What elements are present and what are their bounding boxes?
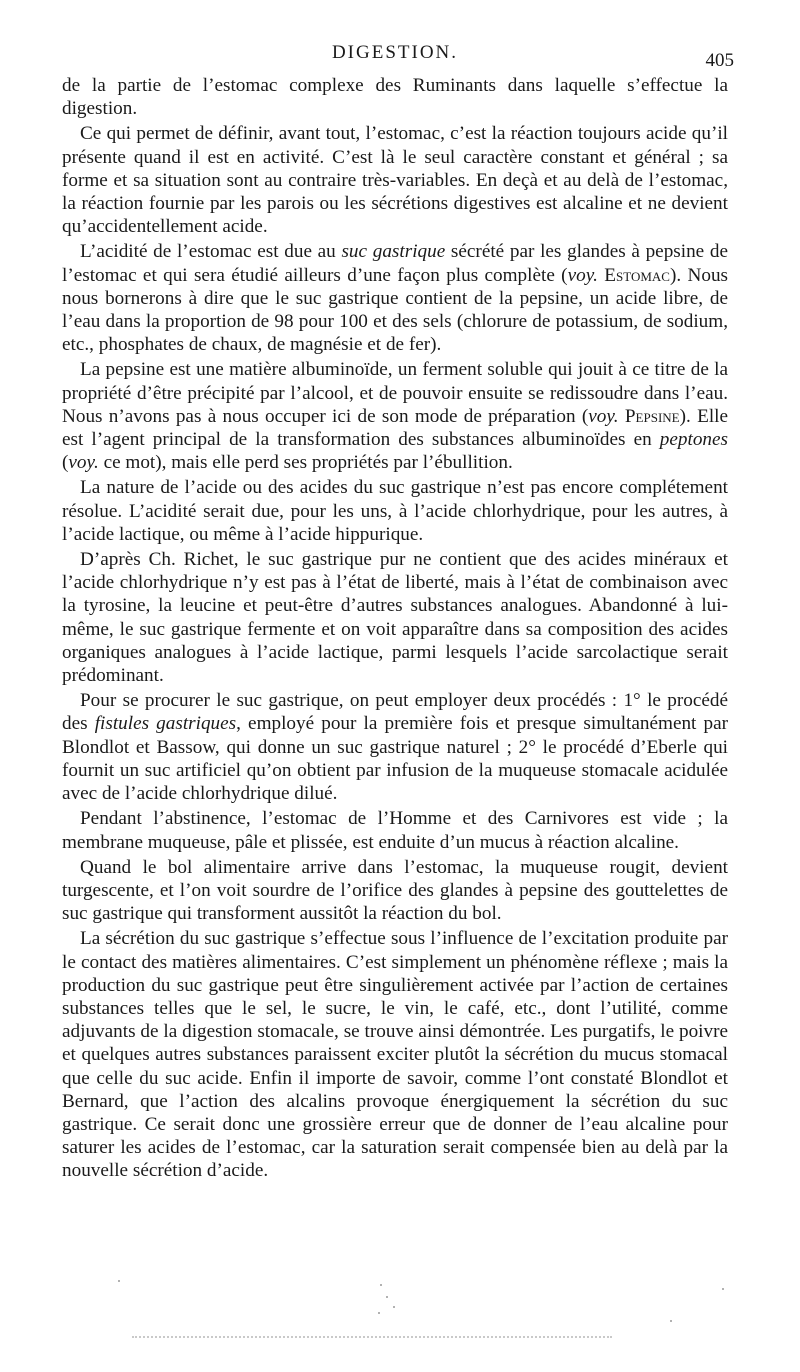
paragraph bbox=[62, 927, 728, 1182]
paragraph-text: Pour se procurer le suc gastrique, on peut employer deux procédés : 1° le procédé des bbox=[62, 690, 728, 735]
body-text bbox=[62, 74, 728, 1185]
paragraph bbox=[62, 689, 728, 805]
paragraph-text: ce mot), mais elle perd ses propriétés par l’ébullition. bbox=[98, 452, 513, 474]
paragraph bbox=[62, 548, 728, 687]
paragraph-text: de la partie de l’estomac complexe des Ruminants dans laquelle s’effectue la digestion. bbox=[62, 75, 728, 120]
bottom-print-marks bbox=[110, 1262, 730, 1352]
speck bbox=[378, 1312, 380, 1314]
paragraph bbox=[62, 240, 728, 356]
running-title: DIGESTION. bbox=[331, 42, 459, 63]
smallcaps-text: Pepsine bbox=[624, 405, 680, 427]
speck bbox=[393, 1306, 395, 1308]
italic-text: peptones bbox=[659, 429, 728, 451]
speck bbox=[118, 1280, 120, 1282]
paragraph-text: Quand le bol alimentaire arrive dans l’estomac, la muqueuse rougit, devient turgescente, et l’on voit sourdre de l’orifice des glandes à pepsine des gouttelettes de suc gastrique qui transforment aussitôt la réaction du bol. bbox=[62, 856, 728, 925]
speck bbox=[386, 1296, 388, 1298]
paragraph-text: , employé pour la première fois et presque simultanément par Blondlot et Bassow, qui donne un suc gastrique naturel ; 2° le procédé d’Eberle qui fournit un suc artificiel qu’on obtient par infusion de la muqueuse stomacale acidulée avec de l’acide chlorhydrique dilué. bbox=[62, 713, 728, 805]
italic-text: voy. bbox=[68, 452, 99, 474]
paragraph-text: Pendant l’abstinence, l’estomac de l’Homme et des Carnivores est vide ; la membrane muqueuse, pâle et plissée, est enduite d’un mucus à réaction alcaline. bbox=[62, 808, 728, 853]
paragraph-text: D’après Ch. Richet, le suc gastrique pur ne contient que des acides minéraux et l’acide chlorhydrique n’y est pas à l’état de liberté, mais à l’état de combinaison avec la tyrosine, la leucine et peut-être d’autres substances analogues. Abandonné à lui-même, le suc gastrique fermente et on voit apparaître dans sa composition des acides organiques analogues à l’acide lactique, parmi lesquels l’acide sarcolactique serait prédominant. bbox=[62, 549, 728, 687]
paragraph bbox=[62, 807, 728, 853]
paragraph-text: La sécrétion du suc gastrique s’effectue sous l’influence de l’excitation produite par le contact des matières alimentaires. C’est simplement un phénomène réflexe ; mais la production du suc gastrique peut être singulièrement activée par l’action de certaines substances telles que le sel, le sucre, le vin, le café, etc., dont l’utilité, comme adjuvants de la digestion stomacale, se trouve ainsi démontrée. Les purgatifs, le poivre et quelques autres substances paraissent exciter plutôt la sécrétion du mucus stomacal que celle du suc acide. Enfin il importe de savoir, comme l’ont constaté Blondlot et Bernard, que l’action des alcalins provoque énergiquement la sécrétion du suc gastrique. Ce serait donc une grossière erreur que de donner de l’eau alcaline pour saturer les acides de l’estomac, car la saturation serait compensée bien au delà par la nouvelle sécrétion d’acide. bbox=[62, 928, 728, 1182]
paragraph-text: La nature de l’acide ou des acides du suc gastrique n’est pas encore complétement résolue. L’acidité serait due, pour les uns, à l’acide chlorhydrique, pour les autres, à l’acide lactique, ou même à l’acide hippurique. bbox=[62, 477, 728, 545]
paragraph bbox=[62, 122, 728, 238]
paragraph bbox=[62, 358, 728, 474]
paragraph bbox=[62, 856, 728, 926]
paragraph-text: ). Elle est l’agent principal de la transformation des substances albuminoïdes en bbox=[62, 405, 728, 451]
speck bbox=[670, 1320, 672, 1322]
paragraph-text: ( bbox=[62, 452, 69, 474]
page-header bbox=[62, 38, 734, 71]
italic-text: voy. bbox=[588, 405, 619, 427]
italic-text: suc gastrique bbox=[341, 241, 446, 263]
speck bbox=[722, 1288, 724, 1290]
paragraph-text: sécrété par les glandes à pepsine de l’estomac et qui sera étudié ailleurs d’une façon plus complète ( bbox=[62, 241, 728, 286]
smallcaps-text: Estomac bbox=[604, 264, 670, 286]
bottom-dotted-rule bbox=[132, 1336, 612, 1338]
paragraph-text: L’acidité de l’estomac est due au bbox=[80, 241, 342, 263]
speck bbox=[380, 1284, 382, 1286]
paragraph bbox=[62, 476, 728, 546]
paragraph bbox=[62, 74, 728, 120]
italic-text: fistules gastriques bbox=[94, 713, 237, 735]
paragraph-text: ). Nous nous bornerons à dire que le suc gastrique contient de la pepsine, un acide libre, de l’eau dans la proportion de 98 pour 100 et des sels (chlorure de potassium, de sodium, etc., phosphates de chaux, de magnésie et de fer). bbox=[62, 264, 729, 356]
paragraph-text: Ce qui permet de définir, avant tout, l’estomac, c’est la réaction toujours acide qu’il présente quand il est en activité. C’est là le seul caractère constant et général ; sa forme et sa situation sont au contraire très-variables. En deçà et au delà de l’estomac, la réaction fournie par les parois ou les sécrétions digestives est alcaline et ne devient qu’accidentellement acide. bbox=[62, 123, 728, 238]
paragraph-text: La pepsine est une matière albuminoïde, un ferment soluble qui jouit à ce titre de la propriété d’être précipité par l’alcool, et de pouvoir ensuite se redissoudre dans l’eau. Nous n’avons pas à nous occuper ici de son mode de préparation ( bbox=[62, 359, 728, 427]
page-number: 405 bbox=[705, 50, 734, 71]
italic-text: voy. bbox=[567, 264, 598, 286]
